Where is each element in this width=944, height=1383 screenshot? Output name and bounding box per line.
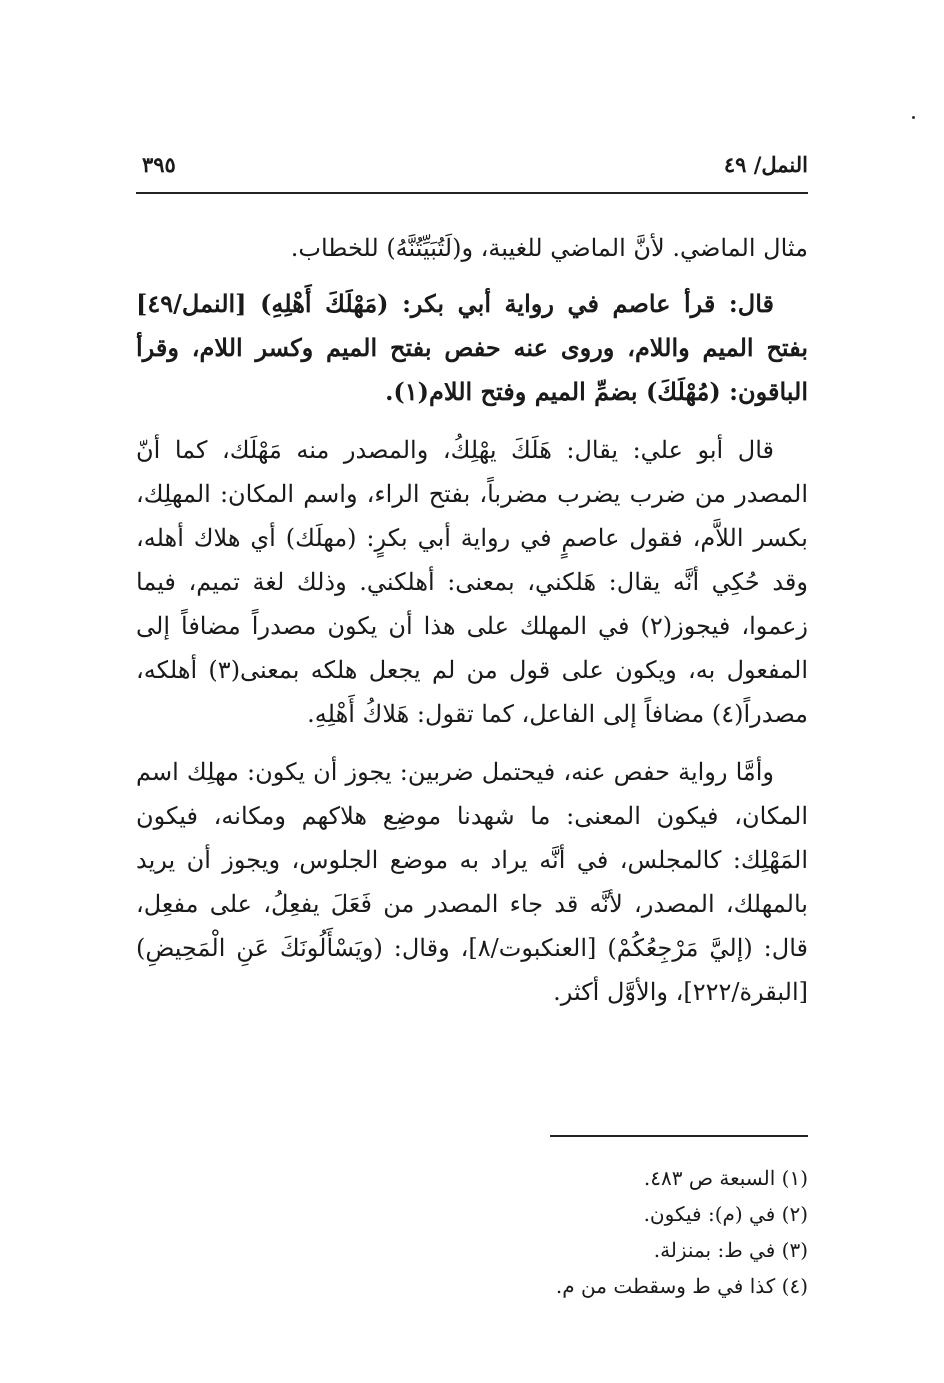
stray-mark — [912, 116, 915, 119]
paragraph-3-abu-ali: قال أبو علي: يقال: هَلَكَ يهْلِكُ، والمصدر منه مَهْلَك، كما أنّ المصدر من ضرب يضرب مضرباً، بفتح الراء، واسم المكان: المهلِك، بكسر اللاَّم، فقول عاصمٍ في رواية أبي بكرٍ: (مهلَك) أي هلاك أهله، وقد حُكِي أنَّه يقال: هَلكني، بمعنى: أهلكني. وذلك لغة تميم، فيما زعموا، فيجوز(٢) في المهلك على هذا أن يكون مصدراً مضافاً إلى المفعول به، ويكون على قول من لم يجعل هلكه بمعنى(٣) أهلكه، مصدراً(٤) مضافاً إلى الفاعل، كما تقول: هَلاكُ أَهْلِهِ. — [136, 436, 808, 728]
footnote-2: (٢) في (م): فيكون. — [643, 1202, 808, 1226]
book-page — [136, 140, 808, 1340]
header-rule — [136, 192, 808, 194]
footnote-4: (٤) كذا في ط وسقطت من م. — [555, 1274, 808, 1298]
running-header — [136, 152, 808, 186]
main-text — [136, 226, 808, 1014]
paragraph-4-hafs: وأمَّا رواية حفص عنه، فيحتمل ضربين: يجوز أن يكون: مهلِك اسم المكان، فيكون المعنى: ما شهدنا موضِع هلاكهم ومكانه، فيكون المَهْلِك: كالمجلس، في أنَّه يراد به موضع الجلوس، ويجوز أن يريد بالمهلك، المصدر، لأنَّه قد جاء المصدر من فَعَلَ يفعِلُ، على مفعِل، قال: (إليَّ مَرْجِعُكُمْ) [العنكبوت/٨]، وقال: (ويَسْأَلُونَكَ عَنِ الْمَحِيضِ) [البقرة/٢٢٢]، والأوَّل أكثر. — [136, 758, 808, 1006]
footnotes — [136, 1160, 808, 1304]
footnote-rule — [550, 1135, 808, 1137]
footnote-1: (١) السبعة ص ٤٨٣. — [643, 1166, 808, 1190]
section-reference: النمل/ ٤٩ — [723, 152, 808, 177]
page-number: ٣٩٥ — [142, 152, 176, 177]
paragraph-1: مثال الماضي. لأنَّ الماضي للغيبة، و(لَتُبَيِّتُنَّهُ) للخطاب. — [290, 234, 808, 262]
paragraph-2-qiraat: قال: قرأ عاصم في رواية أبي بكر: (مَهْلَكَ أَهْلِهِ) [النمل/٤٩] بفتح الميم واللام، وروى عنه حفص بفتح الميم وكسر اللام، وقرأ الباقون: (مُهْلَكَ) بضمِّ الميم وفتح اللام(١). — [136, 289, 808, 406]
footnote-3: (٣) في ط: بمنزلة. — [653, 1238, 808, 1262]
